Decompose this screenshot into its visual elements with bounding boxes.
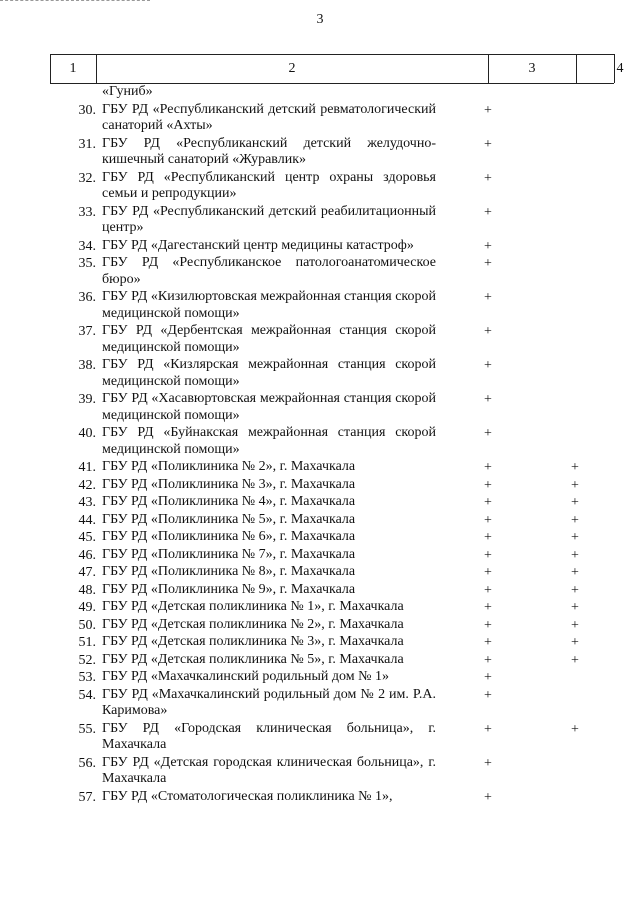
row-number: 44. bbox=[78, 512, 96, 528]
institution-name: ГБУ РД «Поликлиника № 7», г. Махачкала bbox=[102, 546, 356, 562]
table-row bbox=[0, 170, 640, 204]
column-3-mark: + bbox=[484, 204, 492, 220]
row-number: 56. bbox=[78, 755, 96, 771]
institution-name: ГБУ РД «Детская поликлиника № 1», г. Махачкала bbox=[102, 599, 404, 614]
table-row bbox=[0, 687, 640, 721]
row-number: 30. bbox=[78, 102, 96, 118]
column-3-mark: + bbox=[484, 670, 492, 685]
institution-name: ГБУ РД «Республиканский детский желудочно-кишечный санаторий «Журавлик» bbox=[102, 135, 436, 167]
institution-name: ГБУ РД «Хасавюртовская межрайонная станция скорой медицинской помощи» bbox=[102, 391, 436, 423]
table-row bbox=[0, 529, 640, 547]
column-4-mark: + bbox=[571, 600, 579, 615]
header-divider bbox=[576, 54, 577, 83]
continuation-row bbox=[0, 84, 640, 102]
row-number: 35. bbox=[78, 256, 96, 271]
table-row bbox=[0, 721, 640, 755]
column-4-mark: + bbox=[571, 565, 579, 580]
column-3-mark: + bbox=[484, 755, 492, 771]
column-4-mark: + bbox=[571, 530, 579, 545]
column-4-mark: + bbox=[571, 635, 579, 650]
column-3-mark: + bbox=[484, 324, 492, 339]
institution-name: ГБУ РД «Городская клиническая больница», г. Махачкала bbox=[102, 720, 436, 752]
table-row bbox=[0, 323, 640, 357]
table-row bbox=[0, 617, 640, 635]
table-row bbox=[0, 102, 640, 136]
row-number: 39. bbox=[78, 392, 96, 407]
table-row bbox=[0, 238, 640, 256]
institution-name: ГБУ РД «Детская городская клиническая больница», г. Махачкала bbox=[102, 754, 436, 786]
row-number: 42. bbox=[78, 477, 96, 493]
column-3-mark: + bbox=[484, 477, 492, 493]
column-3-mark: + bbox=[484, 256, 492, 271]
column-3-mark: + bbox=[484, 635, 492, 650]
column-4-mark: + bbox=[571, 477, 579, 493]
column-4-mark: + bbox=[571, 721, 579, 737]
table-row bbox=[0, 255, 640, 289]
institution-name: ГБУ РД «Республиканский детский реабилитационный центр» bbox=[102, 203, 436, 235]
row-number: 33. bbox=[78, 204, 96, 220]
row-number: 41. bbox=[78, 460, 96, 475]
column-4-mark: + bbox=[571, 582, 579, 598]
column-4-mark: + bbox=[571, 495, 579, 510]
institution-name: ГБУ РД «Кизилюртовская межрайонная станция скорой медицинской помощи» bbox=[102, 289, 436, 321]
institution-name: ГБУ РД «Поликлиника № 4», г. Махачкала bbox=[102, 494, 356, 509]
institution-name: ГБУ РД «Республиканское патологоанатомическое бюро» bbox=[102, 255, 436, 287]
row-number: 46. bbox=[78, 547, 96, 563]
row-number: 52. bbox=[78, 652, 96, 668]
row-number: 34. bbox=[78, 238, 96, 254]
column-3-mark: + bbox=[484, 652, 492, 668]
continuation-text: «Гуниб» bbox=[102, 84, 153, 99]
table-row bbox=[0, 564, 640, 582]
column-4-mark: + bbox=[571, 617, 579, 633]
column-3-mark: + bbox=[484, 687, 492, 703]
institution-name: ГБУ РД «Республиканский детский ревматологический санаторий «Ахты» bbox=[102, 101, 436, 133]
institution-name: ГБУ РД «Детская поликлиника № 3», г. Махачкала bbox=[102, 634, 404, 649]
institution-name: ГБУ РД «Кизлярская межрайонная станция скорой медицинской помощи» bbox=[102, 357, 436, 389]
table-row bbox=[0, 652, 640, 670]
row-number: 40. bbox=[78, 426, 96, 441]
row-number: 53. bbox=[78, 670, 96, 685]
column-3-mark: + bbox=[484, 789, 492, 805]
table-row bbox=[0, 136, 640, 170]
table-row bbox=[0, 477, 640, 495]
institution-name: ГБУ РД «Махачкалинский родильный дом № 2 им. Р.А. Каримова» bbox=[102, 686, 436, 718]
column-4-mark: + bbox=[571, 547, 579, 563]
institution-name: ГБУ РД «Детская поликлиника № 5», г. Махачкала bbox=[102, 651, 404, 667]
column-3-mark: + bbox=[484, 565, 492, 580]
institution-list bbox=[0, 84, 640, 806]
column-3-mark: + bbox=[484, 617, 492, 633]
column-3-mark: + bbox=[484, 582, 492, 598]
table-row bbox=[0, 512, 640, 530]
row-number: 47. bbox=[78, 565, 96, 580]
column-3-mark: + bbox=[484, 102, 492, 118]
table-row bbox=[0, 789, 640, 807]
scan-edge-mark bbox=[0, 0, 150, 3]
table-row bbox=[0, 599, 640, 617]
header-col-3: 3 bbox=[528, 61, 536, 76]
row-number: 37. bbox=[78, 324, 96, 339]
row-number: 51. bbox=[78, 635, 96, 650]
row-number: 31. bbox=[78, 136, 96, 152]
row-number: 43. bbox=[78, 495, 96, 510]
column-3-mark: + bbox=[484, 170, 492, 186]
header-divider bbox=[50, 54, 51, 83]
header-divider bbox=[614, 54, 615, 83]
table-row bbox=[0, 204, 640, 238]
row-number: 32. bbox=[78, 170, 96, 186]
column-3-mark: + bbox=[484, 392, 492, 407]
column-3-mark: + bbox=[484, 238, 492, 254]
institution-name: ГБУ РД «Буйнакская межрайонная станция скорой медицинской помощи» bbox=[102, 425, 436, 457]
table-row bbox=[0, 755, 640, 789]
column-3-mark: + bbox=[484, 290, 492, 305]
column-3-mark: + bbox=[484, 426, 492, 441]
table-header bbox=[50, 54, 624, 84]
row-number: 49. bbox=[78, 600, 96, 615]
row-number: 57. bbox=[78, 789, 96, 805]
table-row bbox=[0, 547, 640, 565]
table-row bbox=[0, 634, 640, 652]
institution-name: ГБУ РД «Поликлиника № 5», г. Махачкала bbox=[102, 511, 356, 527]
column-3-mark: + bbox=[484, 600, 492, 615]
header-col-1: 1 bbox=[69, 61, 77, 76]
table-row bbox=[0, 391, 640, 425]
column-4-mark: + bbox=[571, 460, 579, 475]
institution-name: ГБУ РД «Республиканский центр охраны здоровья семьи и репродукции» bbox=[102, 169, 436, 201]
column-3-mark: + bbox=[484, 512, 492, 528]
column-4-mark: + bbox=[571, 512, 579, 528]
table-row bbox=[0, 582, 640, 600]
institution-name: ГБУ РД «Махачкалинский родильный дом № 1» bbox=[102, 669, 389, 684]
column-3-mark: + bbox=[484, 721, 492, 737]
table-row bbox=[0, 357, 640, 391]
institution-name: ГБУ РД «Дербентская межрайонная станция скорой медицинской помощи» bbox=[102, 323, 436, 355]
column-3-mark: + bbox=[484, 530, 492, 545]
row-number: 55. bbox=[78, 721, 96, 737]
institution-name: ГБУ РД «Поликлиника № 8», г. Махачкала bbox=[102, 564, 356, 579]
table-row bbox=[0, 289, 640, 323]
header-divider bbox=[96, 54, 97, 83]
column-3-mark: + bbox=[484, 358, 492, 373]
table-row bbox=[0, 425, 640, 459]
header-divider bbox=[488, 54, 489, 83]
column-3-mark: + bbox=[484, 460, 492, 475]
institution-name: ГБУ РД «Поликлиника № 6», г. Махачкала bbox=[102, 529, 356, 544]
institution-name: ГБУ РД «Поликлиника № 2», г. Махачкала bbox=[102, 459, 356, 474]
row-number: 54. bbox=[78, 687, 96, 703]
column-4-mark: + bbox=[571, 652, 579, 668]
institution-name: ГБУ РД «Детская поликлиника № 2», г. Махачкала bbox=[102, 616, 404, 632]
table-row bbox=[0, 669, 640, 687]
institution-name: ГБУ РД «Поликлиника № 3», г. Махачкала bbox=[102, 476, 356, 492]
row-number: 50. bbox=[78, 617, 96, 633]
table-row bbox=[0, 459, 640, 477]
column-3-mark: + bbox=[484, 136, 492, 152]
institution-name: ГБУ РД «Дагестанский центр медицины катастроф» bbox=[102, 237, 414, 253]
header-col-4: 4 bbox=[616, 61, 624, 76]
row-number: 48. bbox=[78, 582, 96, 598]
row-number: 45. bbox=[78, 530, 96, 545]
header-col-2: 2 bbox=[288, 61, 296, 76]
page-number: 3 bbox=[316, 12, 324, 27]
table-row bbox=[0, 494, 640, 512]
column-3-mark: + bbox=[484, 547, 492, 563]
row-number: 38. bbox=[78, 358, 96, 373]
column-3-mark: + bbox=[484, 495, 492, 510]
row-number: 36. bbox=[78, 290, 96, 305]
institution-name: ГБУ РД «Стоматологическая поликлиника № 1», bbox=[102, 788, 393, 804]
institution-name: ГБУ РД «Поликлиника № 9», г. Махачкала bbox=[102, 581, 356, 597]
